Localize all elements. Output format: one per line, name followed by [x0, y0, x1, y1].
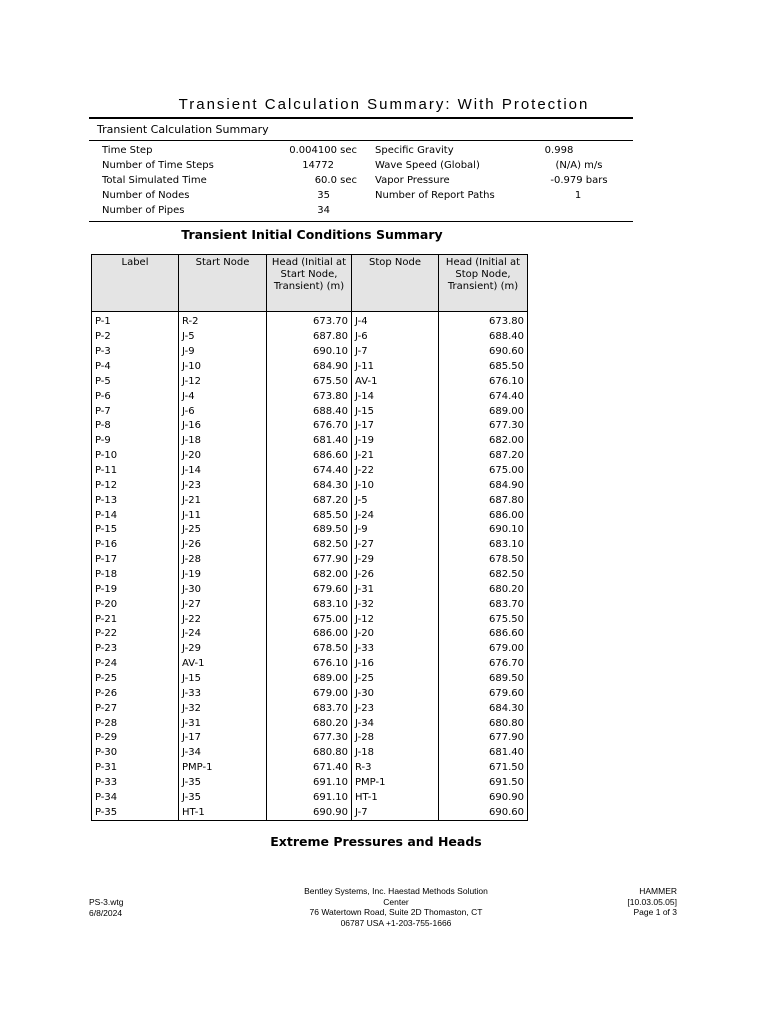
cell-stop-head: 677.30 [439, 419, 528, 434]
table-row [92, 761, 528, 776]
cell-stop-head: 678.50 [439, 553, 528, 568]
table-row [92, 374, 528, 389]
cell-start-head: 683.10 [267, 597, 352, 612]
summary-divider [89, 140, 633, 141]
col-stop-head-header: Head (Initial at Stop Node, Transient) (m) [439, 255, 528, 312]
footer-company-line: 06787 USA +1-203-755-1666 [340, 917, 452, 928]
table-row [92, 731, 528, 746]
cell-label: P-24 [92, 657, 179, 672]
cell-label: P-19 [92, 582, 179, 597]
cell-start-node: J-9 [179, 345, 267, 360]
col-start-node-header: Start Node [179, 255, 267, 312]
cell-start-node: J-16 [179, 419, 267, 434]
footer-file-info [89, 897, 124, 918]
report-paths-label: Number of Report Paths [375, 190, 495, 201]
cell-start-node: J-30 [179, 582, 267, 597]
col-start-head-header: Head (Initial at Start Node, Transient) (m) [267, 255, 352, 312]
wave-speed-label: Wave Speed (Global) [375, 160, 480, 171]
extreme-pressures-title: Extreme Pressures and Heads [270, 834, 482, 849]
cell-label: P-23 [92, 642, 179, 657]
table-row [92, 776, 528, 791]
cell-stop-node: AV-1 [352, 374, 439, 389]
cell-stop-node: J-14 [352, 389, 439, 404]
cell-stop-head: 682.00 [439, 434, 528, 449]
table-row [92, 315, 528, 330]
cell-start-node: J-26 [179, 538, 267, 553]
cell-stop-node: J-10 [352, 478, 439, 493]
cell-stop-head: 681.40 [439, 746, 528, 761]
simulated-time-value: 60.0 sec [314, 175, 357, 186]
cell-label: P-11 [92, 464, 179, 479]
cell-start-head: 673.70 [267, 315, 352, 330]
cell-label: P-3 [92, 345, 179, 360]
cell-start-head: 686.00 [267, 627, 352, 642]
cell-start-head: 678.50 [267, 642, 352, 657]
cell-stop-head: 686.60 [439, 627, 528, 642]
cell-label: P-31 [92, 761, 179, 776]
cell-label: P-22 [92, 627, 179, 642]
table-header-row [92, 255, 528, 312]
cell-label: P-25 [92, 672, 179, 687]
cell-start-node: J-31 [179, 716, 267, 731]
cell-start-head: 677.30 [267, 731, 352, 746]
cell-label: P-13 [92, 493, 179, 508]
cell-stop-node: PMP-1 [352, 776, 439, 791]
cell-stop-node: J-19 [352, 434, 439, 449]
cell-start-node: J-35 [179, 791, 267, 806]
cell-start-node: J-12 [179, 374, 267, 389]
table-row [92, 449, 528, 464]
cell-label: P-30 [92, 746, 179, 761]
cell-label: P-33 [92, 776, 179, 791]
cell-stop-node: J-7 [352, 805, 439, 820]
cell-start-head: 689.00 [267, 672, 352, 687]
footer-date: 6/8/2024 [89, 907, 123, 918]
cell-start-head: 684.90 [267, 360, 352, 375]
table-row [92, 464, 528, 479]
cell-start-node: J-11 [179, 508, 267, 523]
table-row [92, 716, 528, 731]
cell-label: P-35 [92, 805, 179, 820]
cell-label: P-8 [92, 419, 179, 434]
cell-stop-node: J-17 [352, 419, 439, 434]
cell-start-head: 674.40 [267, 464, 352, 479]
time-step-value: 0.004100 sec [289, 145, 357, 156]
cell-start-node: J-6 [179, 404, 267, 419]
cell-stop-node: J-31 [352, 582, 439, 597]
footer-company-line: Bentley Systems, Inc. Haestad Methods Solution [304, 886, 488, 896]
cell-stop-head: 689.50 [439, 672, 528, 687]
time-steps-value: 14772 [302, 160, 334, 171]
vapor-pressure-value: -0.979 bars [550, 175, 608, 186]
cell-label: P-15 [92, 523, 179, 538]
cell-start-head: 688.40 [267, 404, 352, 419]
cell-start-node: J-25 [179, 523, 267, 538]
cell-start-head: 675.50 [267, 374, 352, 389]
cell-stop-node: J-25 [352, 672, 439, 687]
cell-stop-head: 674.40 [439, 389, 528, 404]
cell-start-head: 679.60 [267, 582, 352, 597]
cell-stop-head: 679.60 [439, 686, 528, 701]
cell-stop-node: J-4 [352, 315, 439, 330]
table-row [92, 330, 528, 345]
cell-stop-node: J-9 [352, 523, 439, 538]
cell-label: P-28 [92, 716, 179, 731]
cell-start-node: J-5 [179, 330, 267, 345]
cell-start-head: 681.40 [267, 434, 352, 449]
cell-label: P-1 [92, 315, 179, 330]
vapor-pressure-label: Vapor Pressure [375, 175, 450, 186]
cell-stop-head: 691.50 [439, 776, 528, 791]
cell-label: P-16 [92, 538, 179, 553]
cell-start-node: PMP-1 [179, 761, 267, 776]
table-row [92, 642, 528, 657]
cell-stop-head: 689.00 [439, 404, 528, 419]
cell-stop-node: J-29 [352, 553, 439, 568]
cell-stop-head: 683.10 [439, 538, 528, 553]
initial-conditions-table [91, 254, 528, 821]
cell-stop-node: J-27 [352, 538, 439, 553]
cell-start-head: 680.20 [267, 716, 352, 731]
table-row [92, 701, 528, 716]
cell-label: P-18 [92, 568, 179, 583]
table-row [92, 686, 528, 701]
cell-label: P-34 [92, 791, 179, 806]
cell-stop-node: HT-1 [352, 791, 439, 806]
table-row [92, 553, 528, 568]
cell-stop-node: J-20 [352, 627, 439, 642]
table-row [92, 493, 528, 508]
cell-stop-node: J-24 [352, 508, 439, 523]
cell-start-node: J-33 [179, 686, 267, 701]
cell-stop-head: 687.80 [439, 493, 528, 508]
cell-stop-node: J-6 [352, 330, 439, 345]
cell-start-node: J-34 [179, 746, 267, 761]
footer-company-line: 76 Watertown Road, Suite 2D Thomaston, CT [309, 907, 483, 917]
time-steps-label: Number of Time Steps [102, 160, 214, 171]
cell-stop-node: J-34 [352, 716, 439, 731]
cell-stop-head: 690.90 [439, 791, 528, 806]
cell-start-head: 686.60 [267, 449, 352, 464]
cell-start-node: R-2 [179, 315, 267, 330]
cell-start-head: 687.80 [267, 330, 352, 345]
cell-label: P-21 [92, 612, 179, 627]
cell-stop-head: 680.80 [439, 716, 528, 731]
cell-stop-node: J-12 [352, 612, 439, 627]
cell-start-head: 685.50 [267, 508, 352, 523]
cell-stop-head: 676.10 [439, 374, 528, 389]
calculation-summary-panel [89, 117, 633, 222]
cell-label: P-17 [92, 553, 179, 568]
table-row [92, 597, 528, 612]
cell-stop-node: J-5 [352, 493, 439, 508]
footer-company [268, 886, 524, 928]
specific-gravity-label: Specific Gravity [375, 145, 454, 156]
cell-label: P-29 [92, 731, 179, 746]
cell-label: P-10 [92, 449, 179, 464]
cell-start-head: 682.50 [267, 538, 352, 553]
cell-start-head: 680.80 [267, 746, 352, 761]
cell-stop-head: 687.20 [439, 449, 528, 464]
cell-stop-head: 684.90 [439, 478, 528, 493]
table-row [92, 508, 528, 523]
table-row [92, 791, 528, 806]
table-row [92, 538, 528, 553]
footer-page-number: Page 1 of 3 [633, 907, 677, 917]
cell-start-node: J-18 [179, 434, 267, 449]
cell-start-head: 683.70 [267, 701, 352, 716]
cell-stop-head: 676.70 [439, 657, 528, 672]
cell-stop-head: 679.00 [439, 642, 528, 657]
footer-product [560, 886, 677, 918]
cell-stop-node: J-26 [352, 568, 439, 583]
table-row [92, 404, 528, 419]
cell-stop-head: 673.80 [439, 315, 528, 330]
cell-stop-head: 690.60 [439, 345, 528, 360]
cell-stop-head: 675.00 [439, 464, 528, 479]
initial-conditions-body [92, 312, 528, 821]
cell-start-node: J-23 [179, 478, 267, 493]
table-row [92, 568, 528, 583]
cell-start-head: 671.40 [267, 761, 352, 776]
cell-stop-head: 690.10 [439, 523, 528, 538]
table-row [92, 523, 528, 538]
cell-stop-node: J-23 [352, 701, 439, 716]
table-row [92, 582, 528, 597]
cell-stop-head: 675.50 [439, 612, 528, 627]
table-row [92, 627, 528, 642]
cell-stop-head: 690.60 [439, 805, 528, 820]
cell-stop-head: 684.30 [439, 701, 528, 716]
table-row [92, 746, 528, 761]
cell-label: P-26 [92, 686, 179, 701]
time-step-label: Time Step [102, 145, 153, 156]
cell-start-node: J-15 [179, 672, 267, 687]
cell-start-node: J-20 [179, 449, 267, 464]
cell-stop-node: J-7 [352, 345, 439, 360]
table-row [92, 612, 528, 627]
cell-label: P-9 [92, 434, 179, 449]
cell-label: P-6 [92, 389, 179, 404]
footer-filename: PS-3.wtg [89, 897, 124, 907]
cell-start-node: J-32 [179, 701, 267, 716]
footer-company-line: Center [383, 896, 409, 907]
table-row [92, 672, 528, 687]
cell-start-head: 690.90 [267, 805, 352, 820]
cell-stop-node: J-32 [352, 597, 439, 612]
specific-gravity-value: 0.998 [544, 145, 574, 156]
cell-start-node: J-4 [179, 389, 267, 404]
cell-start-node: J-35 [179, 776, 267, 791]
cell-stop-head: 677.90 [439, 731, 528, 746]
cell-start-node: J-27 [179, 597, 267, 612]
cell-start-node: J-28 [179, 553, 267, 568]
cell-start-node: J-19 [179, 568, 267, 583]
cell-stop-head: 680.20 [439, 582, 528, 597]
simulated-time-label: Total Simulated Time [102, 175, 207, 186]
table-row [92, 389, 528, 404]
cell-label: P-7 [92, 404, 179, 419]
cell-start-head: 691.10 [267, 776, 352, 791]
cell-stop-node: J-15 [352, 404, 439, 419]
cell-start-node: HT-1 [179, 805, 267, 820]
cell-start-head: 689.50 [267, 523, 352, 538]
cell-stop-head: 671.50 [439, 761, 528, 776]
cell-stop-head: 683.70 [439, 597, 528, 612]
cell-label: P-4 [92, 360, 179, 375]
cell-stop-node: J-21 [352, 449, 439, 464]
cell-label: P-27 [92, 701, 179, 716]
table-row [92, 805, 528, 820]
cell-stop-node: R-3 [352, 761, 439, 776]
nodes-label: Number of Nodes [102, 190, 190, 201]
footer-product-name: HAMMER [639, 886, 677, 896]
cell-stop-head: 685.50 [439, 360, 528, 375]
cell-stop-node: J-30 [352, 686, 439, 701]
cell-start-head: 682.00 [267, 568, 352, 583]
cell-start-head: 673.80 [267, 389, 352, 404]
cell-stop-node: J-11 [352, 360, 439, 375]
cell-start-head: 684.30 [267, 478, 352, 493]
table-row [92, 478, 528, 493]
wave-speed-value: (N/A) m/s [555, 160, 603, 171]
cell-start-node: J-21 [179, 493, 267, 508]
table-row [92, 419, 528, 434]
initial-conditions-title: Transient Initial Conditions Summary [181, 227, 443, 242]
cell-start-head: 679.00 [267, 686, 352, 701]
cell-start-node: J-14 [179, 464, 267, 479]
report-paths-value: 1 [574, 190, 582, 201]
cell-stop-node: J-28 [352, 731, 439, 746]
pipes-label: Number of Pipes [102, 205, 185, 216]
cell-start-node: J-17 [179, 731, 267, 746]
cell-start-head: 691.10 [267, 791, 352, 806]
cell-label: P-12 [92, 478, 179, 493]
cell-label: P-20 [92, 597, 179, 612]
cell-start-node: AV-1 [179, 657, 267, 672]
cell-label: P-14 [92, 508, 179, 523]
cell-start-head: 676.10 [267, 657, 352, 672]
cell-stop-head: 686.00 [439, 508, 528, 523]
table-row [92, 345, 528, 360]
cell-stop-node: J-22 [352, 464, 439, 479]
table-row [92, 657, 528, 672]
cell-start-node: J-22 [179, 612, 267, 627]
cell-start-head: 690.10 [267, 345, 352, 360]
cell-stop-node: J-33 [352, 642, 439, 657]
cell-stop-head: 682.50 [439, 568, 528, 583]
nodes-value: 35 [317, 190, 330, 201]
cell-start-head: 687.20 [267, 493, 352, 508]
table-row [92, 360, 528, 375]
col-stop-node-header: Stop Node [352, 255, 439, 312]
cell-start-head: 676.70 [267, 419, 352, 434]
cell-stop-node: J-18 [352, 746, 439, 761]
col-label-header: Label [92, 255, 179, 312]
footer-version: [10.03.05.05] [627, 896, 677, 907]
cell-start-node: J-24 [179, 627, 267, 642]
report-title: Transient Calculation Summary: With Protection [178, 96, 590, 113]
cell-start-head: 675.00 [267, 612, 352, 627]
cell-start-head: 677.90 [267, 553, 352, 568]
cell-stop-node: J-16 [352, 657, 439, 672]
cell-label: P-5 [92, 374, 179, 389]
cell-stop-head: 688.40 [439, 330, 528, 345]
cell-start-node: J-29 [179, 642, 267, 657]
cell-label: P-2 [92, 330, 179, 345]
pipes-value: 34 [317, 205, 330, 216]
table-row [92, 434, 528, 449]
summary-header: Transient Calculation Summary [97, 123, 269, 136]
cell-start-node: J-10 [179, 360, 267, 375]
